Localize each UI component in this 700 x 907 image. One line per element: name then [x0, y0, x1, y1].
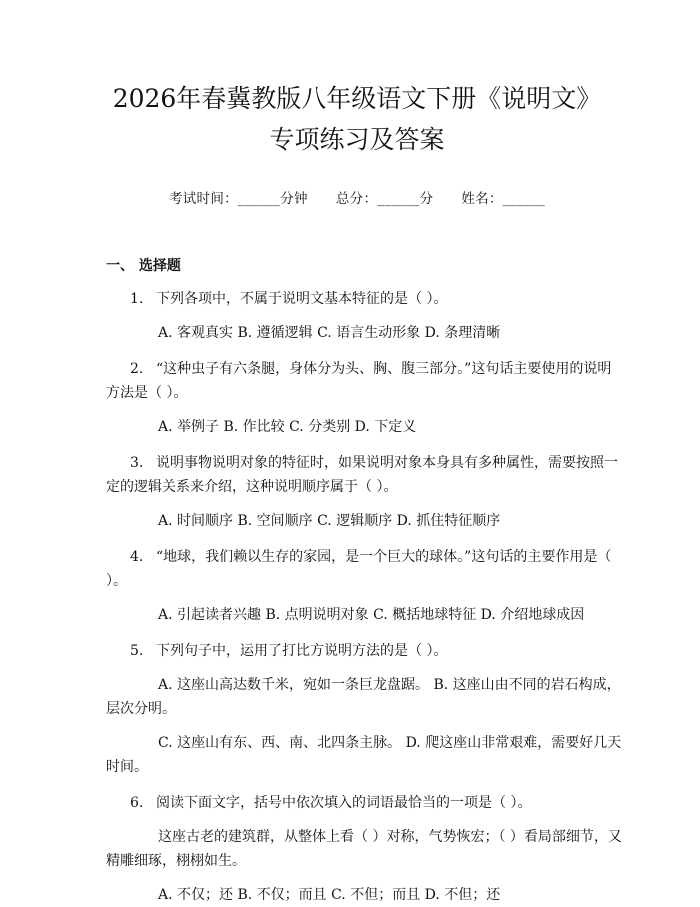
question-5-options-ab: A. 这座山高达数千米，宛如一条巨龙盘踞。 B. 这座山由不同的岩石构成，层次分明。	[106, 677, 621, 717]
question-3-options: A. 时间顺序 B. 空间顺序 C. 逻辑顺序 D. 抓住特征顺序	[158, 513, 501, 529]
question-2-options: A. 举例子 B. 作比较 C. 分类别 D. 下定义	[158, 419, 417, 435]
question-stem: 下列句子中，运用了打比方说明方法的是（ ）。	[156, 643, 448, 659]
question-6	[106, 791, 624, 815]
total-score: 总分：______分	[335, 191, 434, 207]
question-number: 5.	[130, 643, 144, 659]
question-1	[106, 287, 624, 311]
question-1-options: A. 客观真实 B. 遵循逻辑 C. 语言生动形象 D. 条理清晰	[158, 325, 501, 341]
question-5-options-cd: C. 这座山有东、西、南、北四条主脉。 D. 爬这座山非常艰难，需要好几天时间。	[106, 735, 622, 775]
question-stem: “地球，我们赖以生存的家园，是一个巨大的球体。”这句话的主要作用是（ ）。	[106, 549, 612, 589]
question-4-options: A. 引起读者兴趣 B. 点明说明对象 C. 概括地球特征 D. 介绍地球成因	[158, 607, 585, 623]
question-2	[106, 357, 624, 405]
exam-time: 考试时间：______分钟	[168, 191, 308, 207]
title-line-2: 专项练习及答案	[269, 125, 445, 154]
question-number: 6.	[130, 795, 144, 811]
question-stem: “这种虫子有六条腿，身体分为头、胸、腹三部分。”这句话主要使用的说明方法是（ ）。	[106, 361, 612, 401]
title-line-1: 2026年春冀教版八年级语文下册《说明文》	[112, 84, 602, 113]
question-4	[106, 545, 624, 593]
section-heading-choice: 一、 选择题	[106, 258, 181, 274]
question-stem: 阅读下面文字，括号中依次填入的词语最恰当的一项是（ ）。	[156, 795, 532, 811]
question-5	[106, 639, 624, 663]
question-3	[106, 451, 624, 499]
question-number: 2.	[130, 361, 144, 377]
document-title	[70, 78, 644, 160]
question-number: 1.	[130, 291, 144, 307]
question-6-options: A. 不仅；还 B. 不仅；而且 C. 不但；而且 D. 不但；还	[158, 887, 501, 903]
question-number: 4.	[130, 549, 144, 565]
question-number: 3.	[130, 455, 144, 471]
student-name: 姓名：______	[461, 191, 546, 207]
exam-info	[70, 187, 644, 207]
question-stem: 下列各项中，不属于说明文基本特征的是（ ）。	[156, 291, 448, 307]
question-stem: 说明事物说明对象的特征时，如果说明对象本身具有多种属性，需要按照一定的逻辑关系来介绍，这种说明顺序属于（ ）。	[106, 455, 618, 495]
question-6-passage: 这座古老的建筑群，从整体上看（ ）对称，气势恢宏；（ ）看局部细节，又精雕细琢，栩栩如生。	[106, 829, 622, 869]
